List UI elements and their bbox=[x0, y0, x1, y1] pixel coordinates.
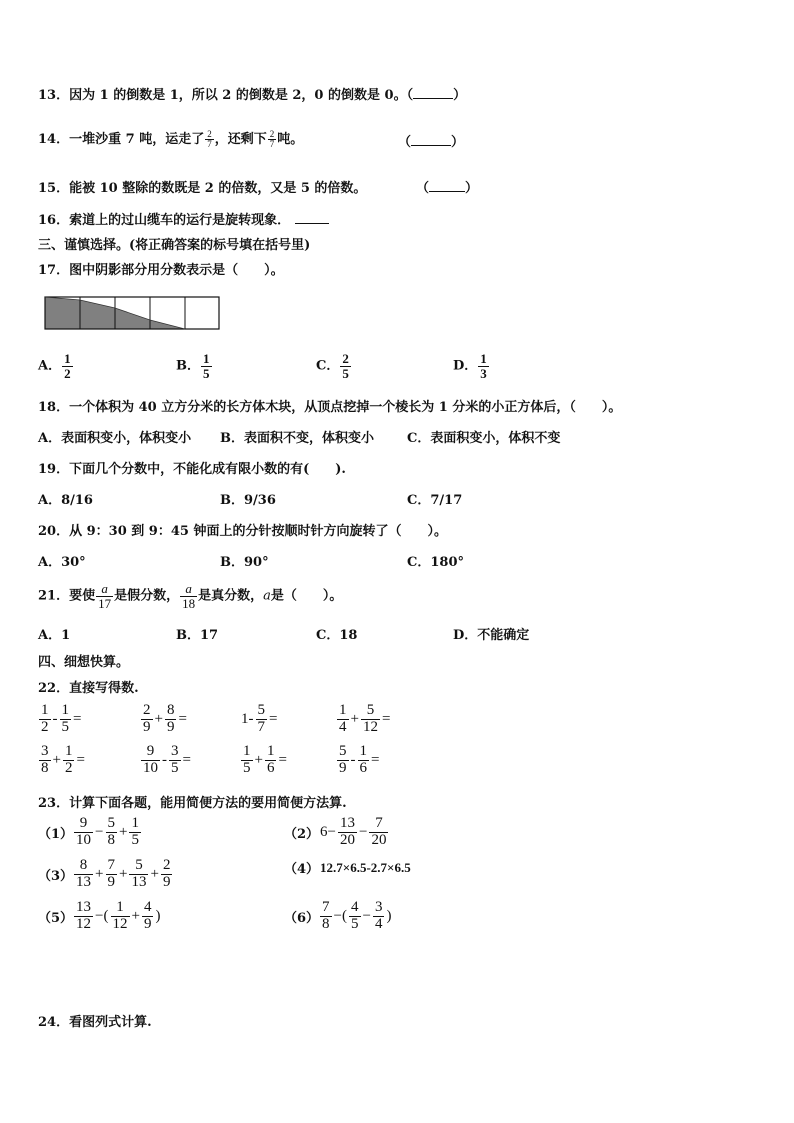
question-text: 看图列式计算. bbox=[69, 1015, 152, 1030]
expression-symbol: + bbox=[52, 751, 61, 768]
question-18 bbox=[38, 396, 621, 415]
quick-calc-item[interactable] bbox=[38, 703, 82, 736]
shaded-rectangle-figure bbox=[44, 296, 220, 330]
fraction: $\frac{1}{2}$ bbox=[41, 702, 49, 735]
expression-symbol: ) bbox=[386, 907, 392, 924]
quick-calc-item[interactable] bbox=[140, 703, 188, 736]
option-c[interactable]: C．表面积变小，体积不变 bbox=[407, 431, 561, 446]
expression-symbol: = bbox=[178, 710, 187, 727]
option-b[interactable]: B． $\frac{1}{5}$ bbox=[176, 351, 210, 381]
expression-symbol: − bbox=[359, 823, 368, 840]
option-b[interactable]: B．17 bbox=[176, 628, 219, 643]
answer-blank[interactable] bbox=[411, 145, 451, 146]
fraction: $\frac{2}{9}$ bbox=[143, 702, 151, 735]
option-a[interactable]: A．8/16 bbox=[38, 493, 93, 508]
question-21: 21．要使 $\frac{a}{17}$ 是假分数， $\frac{a}{18}$ 是真分数，a是（ ）。 bbox=[38, 581, 343, 611]
fraction: $\frac{7}{9}$ bbox=[107, 857, 116, 890]
fraction: $\frac{2}{7}$ bbox=[207, 128, 212, 149]
expression-symbol: + bbox=[95, 865, 104, 882]
answer-paren: （ ） bbox=[398, 135, 465, 150]
fraction: $\frac{1}{5}$ bbox=[61, 702, 69, 735]
expression-symbol: = bbox=[381, 710, 391, 727]
quick-calc-item[interactable] bbox=[140, 744, 192, 777]
expression-symbol: = bbox=[278, 751, 287, 768]
expression-symbol: + bbox=[119, 823, 128, 840]
question-number: 13． bbox=[38, 88, 70, 103]
fraction: $\frac{3}{4}$ bbox=[374, 899, 383, 932]
fraction: $\frac{3}{5}$ bbox=[171, 743, 179, 776]
fraction: $\frac{4}{9}$ bbox=[143, 899, 152, 932]
option-a[interactable]: A． $\frac{1}{2}$ bbox=[38, 351, 71, 381]
problem-label: （2） bbox=[284, 826, 320, 842]
fraction: $\frac{5}{7}$ bbox=[257, 702, 265, 735]
calc-problem-1[interactable] bbox=[38, 816, 142, 849]
fraction: $\frac{9}{10}$ bbox=[143, 743, 158, 776]
problem-label: （5） bbox=[38, 910, 74, 926]
fraction: $\frac{3}{8}$ bbox=[41, 743, 49, 776]
expression-symbol: = bbox=[371, 751, 380, 768]
quick-calc-item[interactable] bbox=[38, 744, 86, 777]
question-number: 18． bbox=[38, 400, 70, 415]
question-number: 20． bbox=[38, 524, 70, 539]
section-title: 四、细想快算。 bbox=[38, 655, 130, 670]
quick-calc-item[interactable] bbox=[336, 744, 380, 777]
fraction: $\frac{1}{5}$ bbox=[243, 743, 251, 776]
calc-problem-3[interactable] bbox=[38, 858, 173, 891]
expression-symbol: - bbox=[162, 751, 167, 768]
fraction: $\frac{a}{18}$ bbox=[182, 581, 196, 611]
fraction: $\frac{2}{9}$ bbox=[162, 857, 171, 890]
question-text: 计算下面各题，能用简便方法的要用简便方法算. bbox=[69, 796, 347, 811]
fraction: $\frac{5}{9}$ bbox=[339, 743, 347, 776]
question-number: 22． bbox=[38, 681, 70, 696]
option-c[interactable]: C．18 bbox=[316, 628, 358, 643]
question-13: 13．因为 1 的倒数是 1，所以 2 的倒数是 2，0 的倒数是 0。（ ） bbox=[38, 88, 467, 103]
fraction: $\frac{1}{2}$ bbox=[64, 743, 73, 776]
fraction: $\frac{5}{12}$ bbox=[362, 702, 378, 735]
question-text: 从 9：30 到 9：45 钟面上的分针按顺时针方向旋转了（ ）。 bbox=[69, 524, 447, 539]
expression-symbol: − bbox=[95, 823, 104, 840]
expression-symbol: ) bbox=[155, 907, 161, 924]
expression-symbol: + bbox=[350, 710, 359, 727]
fraction: $\frac{9}{10}$ bbox=[76, 815, 92, 848]
quick-calc-item[interactable] bbox=[240, 703, 278, 736]
fraction: $\frac{1}{6}$ bbox=[359, 743, 367, 776]
fraction: $\frac{a}{17}$ bbox=[98, 581, 112, 611]
expression-symbol: - bbox=[350, 751, 356, 768]
problem-label: （6） bbox=[284, 910, 320, 926]
option-a[interactable]: A．1 bbox=[38, 628, 71, 643]
problem-label: （3） bbox=[38, 868, 74, 884]
expression-symbol: + bbox=[150, 865, 159, 882]
fraction: $\frac{8}{13}$ bbox=[76, 857, 92, 890]
question-text: 图中阴影部分用分数表示是（ ）。 bbox=[69, 263, 284, 278]
question-number: 16． bbox=[38, 213, 70, 228]
calc-problem-4[interactable] bbox=[284, 858, 412, 877]
option-b[interactable]: B．9/36 bbox=[220, 493, 276, 508]
problem-label: （1） bbox=[38, 826, 74, 842]
fraction: $\frac{7}{20}$ bbox=[371, 815, 387, 848]
question-number: 21． bbox=[38, 588, 70, 604]
question-14: 14．一堆沙重 7 吨，运走了 $\frac{2}{7}$ ，还剩下 $\frac{2}{7}$ 吨。 bbox=[38, 128, 304, 149]
expression-symbol: = bbox=[76, 751, 85, 768]
fraction: $\frac{13}{12}$ bbox=[76, 899, 92, 932]
fraction: $\frac{5}{13}$ bbox=[131, 857, 147, 890]
option-a[interactable]: A．表面积变小，体积变小 bbox=[38, 431, 192, 446]
expression-symbol: 12.7×6.5-2.7×6.5 bbox=[320, 859, 411, 875]
question-number: 15． bbox=[38, 181, 70, 196]
option-a[interactable]: A．30° bbox=[38, 555, 86, 570]
expression-symbol: 1- bbox=[241, 710, 254, 727]
question-number: 24． bbox=[38, 1015, 70, 1030]
question-22 bbox=[38, 677, 139, 696]
fraction: $\frac{8}{9}$ bbox=[166, 702, 175, 735]
question-text: 因为 1 的倒数是 1，所以 2 的倒数是 2，0 的倒数是 0。 bbox=[69, 88, 407, 103]
expression-symbol: −( bbox=[333, 907, 348, 924]
expression-symbol: + bbox=[254, 751, 263, 768]
expression-symbol: 6− bbox=[320, 823, 337, 840]
option-b[interactable]: B．90° bbox=[220, 555, 269, 570]
answer-blank[interactable] bbox=[295, 223, 329, 224]
option-b[interactable]: B．表面积不变，体积变小 bbox=[220, 431, 375, 446]
question-number: 23． bbox=[38, 796, 70, 811]
option-d[interactable]: D． $\frac{1}{3}$ bbox=[453, 351, 487, 381]
expression-symbol: - bbox=[52, 710, 58, 727]
fraction: $\frac{1}{12}$ bbox=[112, 899, 128, 932]
expression-symbol: − bbox=[362, 907, 371, 924]
question-text: 一堆沙重 7 吨，运走了 bbox=[69, 132, 205, 147]
question-23 bbox=[38, 792, 347, 811]
fraction: $\frac{7}{8}$ bbox=[322, 899, 330, 932]
question-text: 索道上的过山缆车的运行是旋转现象． bbox=[69, 213, 291, 228]
expression-symbol: + bbox=[131, 907, 140, 924]
question-number: 17． bbox=[38, 263, 70, 278]
question-17 bbox=[38, 259, 284, 278]
question-number: 19． bbox=[38, 462, 70, 477]
fraction: $\frac{13}{20}$ bbox=[340, 815, 356, 848]
fraction: $\frac{1}{5}$ bbox=[131, 815, 139, 848]
option-d[interactable]: D．不能确定 bbox=[453, 628, 530, 643]
question-text: 直接写得数. bbox=[69, 681, 139, 696]
option-c[interactable]: C．7/17 bbox=[407, 493, 463, 508]
calc-problem-5[interactable] bbox=[38, 900, 161, 933]
expression-symbol: = bbox=[269, 710, 278, 727]
option-c[interactable]: C．180° bbox=[407, 555, 464, 570]
expression-symbol: = bbox=[182, 751, 191, 768]
expression-symbol: −( bbox=[95, 907, 109, 924]
answer-blank[interactable] bbox=[413, 98, 453, 99]
quick-calc-item[interactable] bbox=[240, 744, 288, 777]
question-20 bbox=[38, 520, 447, 539]
fraction: $\frac{4}{5}$ bbox=[351, 899, 359, 932]
question-text: 下面几个分数中，不能化成有限小数的有( ). bbox=[69, 462, 346, 477]
fraction: $\frac{1}{6}$ bbox=[266, 743, 275, 776]
quick-calc-item[interactable] bbox=[336, 703, 391, 736]
question-16 bbox=[38, 209, 329, 228]
calc-problem-6[interactable] bbox=[284, 900, 392, 933]
answer-paren: （ ） bbox=[416, 181, 479, 196]
fraction: $\frac{2}{7}$ bbox=[269, 128, 275, 149]
expression-symbol: + bbox=[154, 710, 163, 727]
question-19 bbox=[38, 458, 346, 477]
fraction: $\frac{5}{8}$ bbox=[107, 815, 116, 848]
question-text: 一个体积为 40 立方分米的长方体木块，从顶点挖掉一个棱长为 1 分米的小正方体后，（ ）。 bbox=[69, 400, 622, 415]
question-text: 能被 10 整除的数既是 2 的倍数，又是 5 的倍数。 bbox=[69, 181, 367, 196]
section-title: 三、谨慎选择。(将正确答案的标号填在括号里) bbox=[38, 238, 311, 253]
problem-label: （4） bbox=[284, 862, 320, 877]
question-24 bbox=[38, 1011, 152, 1030]
question-15 bbox=[38, 177, 366, 196]
answer-blank[interactable] bbox=[429, 191, 465, 192]
question-number: 14． bbox=[38, 132, 70, 147]
calc-problem-2[interactable] bbox=[284, 816, 389, 849]
fraction: $\frac{1}{4}$ bbox=[339, 702, 347, 735]
expression-symbol: = bbox=[73, 710, 82, 727]
option-c[interactable]: C． $\frac{2}{5}$ bbox=[316, 351, 349, 381]
expression-symbol: + bbox=[119, 865, 128, 882]
